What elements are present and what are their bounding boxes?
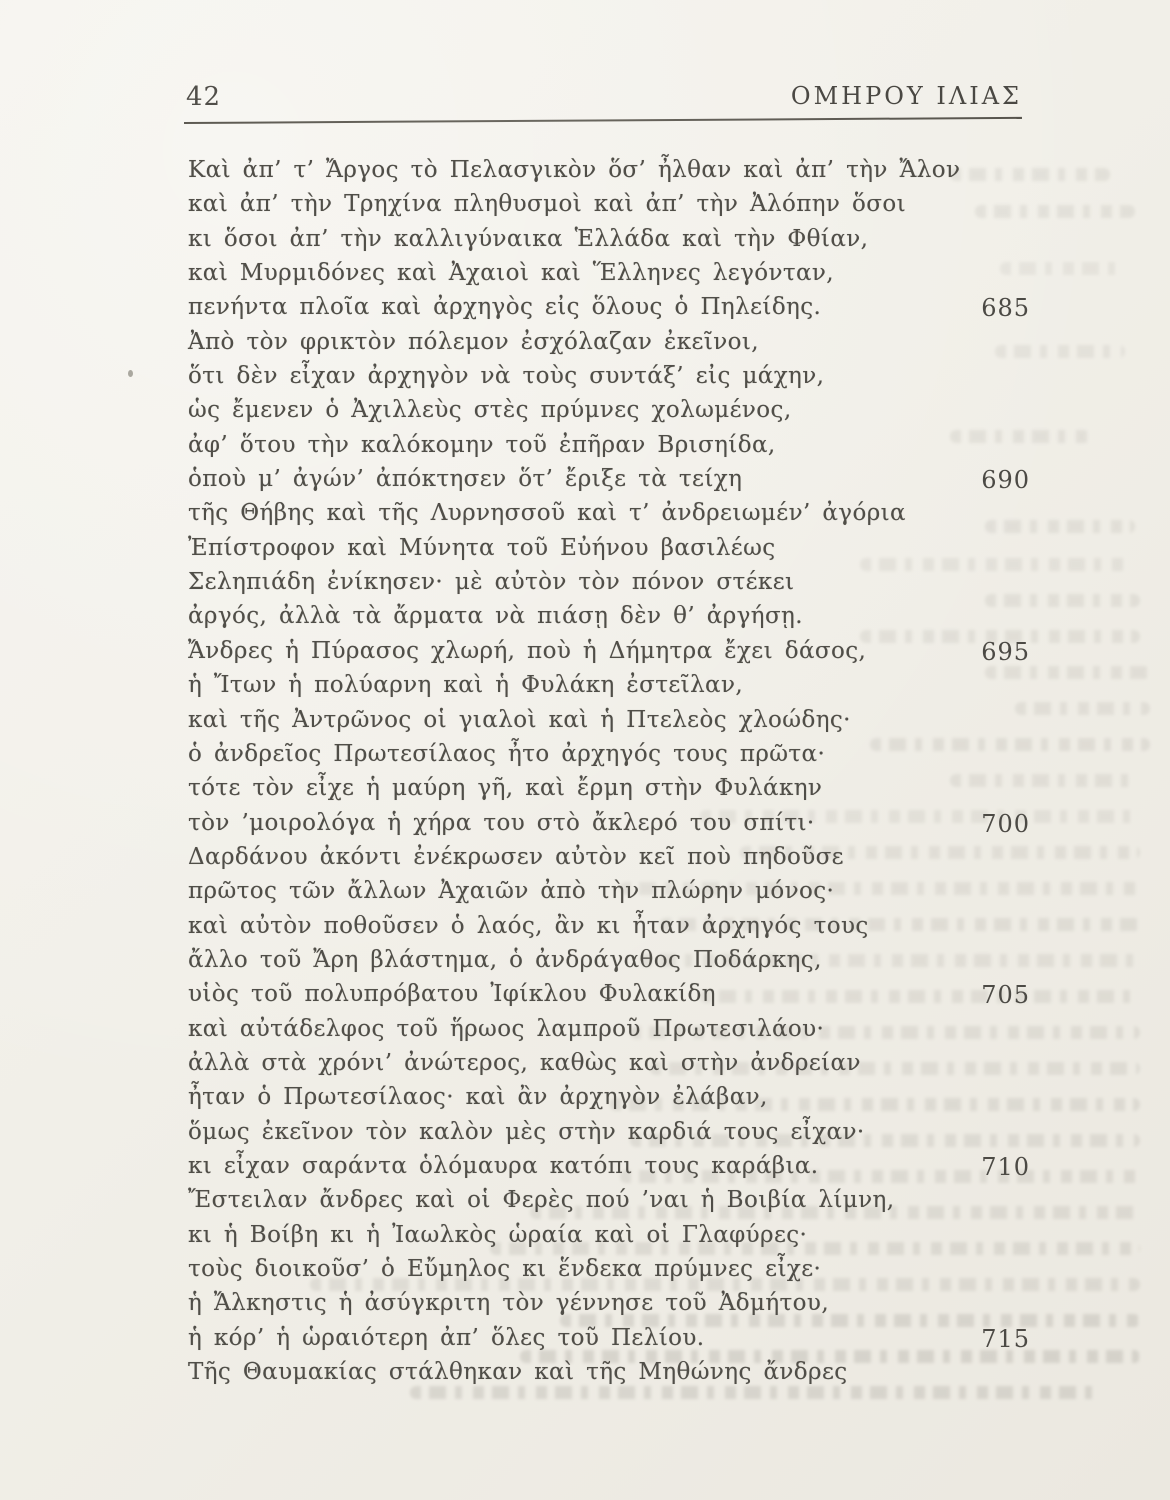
verse-line — [188, 638, 1030, 672]
verse-text: Δαρδάνου ἀκόντι ἐνέκρωσεν αὐτὸν κεῖ ποὺ πηδοῦσε — [188, 843, 844, 870]
verse-text: πρῶτος τῶν ἄλλων Ἀχαιῶν ἀπὸ τὴν πλώρην μόνος· — [188, 878, 835, 905]
verse-text: τότε τὸν εἶχε ἡ μαύρη γῆ, καὶ ἔρμη στὴν Φυλάκην — [188, 775, 823, 802]
verse-line — [188, 191, 1030, 225]
verse-line — [188, 913, 1030, 947]
verse-text: ἀλλὰ στὰ χρόνι’ ἀνώτερος, καθὼς καὶ στὴν ἀνδρείαν — [188, 1049, 861, 1076]
verse-line — [188, 569, 1030, 603]
verse-line-number: 700 — [981, 809, 1030, 838]
verse-line — [188, 1050, 1030, 1084]
verse-line — [188, 466, 1030, 500]
verse-text: ἀφ’ ὅτου τὴν καλόκομην τοῦ ἐπῆραν Βρισηίδα, — [188, 431, 776, 458]
verse-text: ἡ κόρ’ ἡ ὡραιότερη ἀπ’ ὅλες τοῦ Πελίου. — [188, 1324, 705, 1351]
verse-line — [188, 1256, 1030, 1290]
verse-text: ἄλλο τοῦ Ἄρη βλάστημα, ὁ ἀνδράγαθος Ποδάρκης, — [188, 946, 822, 973]
verse-line — [188, 1222, 1030, 1256]
verse-text: κι ὅσοι ἀπ’ τὴν καλλιγύναικα Ἑλλάδα καὶ τὴν Φθίαν, — [188, 225, 869, 252]
verse-line — [188, 157, 1030, 191]
verse-text: ὁ ἀνδρεῖος Πρωτεσίλαος ἦτο ἀρχηγός τους πρῶτα· — [188, 740, 826, 767]
verse-text: καὶ Μυρμιδόνες καὶ Ἀχαιοὶ καὶ Ἕλληνες λεγόνταν, — [188, 260, 835, 287]
verse-line — [188, 260, 1030, 294]
verse-text: ὅμως ἐκεῖνον τὸν καλὸν μὲς στὴν καρδιά τους εἶχαν· — [188, 1118, 865, 1145]
verse-text: κι εἶχαν σαράντα ὁλόμαυρα κατόπι τους καράβια. — [188, 1152, 819, 1179]
verse-text: Τῆς Θαυμακίας στάλθηκαν καὶ τῆς Μηθώνης ἄνδρες — [188, 1359, 848, 1386]
verse-line — [188, 432, 1030, 466]
verse-text: Καὶ ἀπ’ τ’ Ἄργος τὸ Πελασγικὸν ὅσ’ ἦλθαν καὶ ἀπ’ τὴν Ἄλον — [188, 157, 961, 183]
verse-text: τὸν ’μοιρολόγα ἡ χήρα του στὸ ἄκλερό του σπίτι· — [188, 809, 815, 836]
verse-text: τῆς Θήβης καὶ τῆς Λυρνησσοῦ καὶ τ’ ἀνδρειωμέν’ ἀγόρια — [188, 500, 906, 527]
verse-line — [188, 535, 1030, 569]
verse-text: ὡς ἔμενεν ὁ Ἀχιλλεὺς στὲς πρύμνες χολωμένος, — [188, 397, 792, 424]
verse-text: ὅτι δὲν εἶχαν ἀρχηγὸν νὰ τοὺς συντάξ’ εἰς μάχην, — [188, 363, 825, 390]
verse-line — [188, 500, 1030, 534]
verse-line — [188, 878, 1030, 912]
verse-line — [188, 1153, 1030, 1187]
verse-line — [188, 1119, 1030, 1153]
verse-text: ἦταν ὁ Πρωτεσίλαος· καὶ ἂν ἀρχηγὸν ἐλάβαν, — [188, 1084, 768, 1111]
verse-text: καὶ ἀπ’ τὴν Τρηχίνα πληθυσμοὶ καὶ ἀπ’ τὴν Ἀλόπην ὅσοι — [188, 191, 906, 218]
verse-line — [188, 1325, 1030, 1359]
verse-line — [188, 1016, 1030, 1050]
verse-line — [188, 707, 1030, 741]
verse-line-number: 705 — [981, 981, 1030, 1010]
verse-text: υἱὸς τοῦ πολυπρόβατου Ἰφίκλου Φυλακίδη — [188, 981, 716, 1008]
verse-line — [188, 775, 1030, 809]
verse-text: τοὺς διοικοῦσ’ ὁ Εὔμηλος κι ἕνδεκα πρύμνες εἶχε· — [188, 1256, 822, 1282]
verse-text: ἡ Ἄλκηστις ἡ ἀσύγκριτη τὸν γέννησε τοῦ Ἀδμήτου, — [188, 1290, 830, 1317]
verse-text: καὶ τῆς Ἀντρῶνος οἱ γιαλοὶ καὶ ἡ Πτελεὸς χλοώδης· — [188, 706, 851, 733]
verse-line — [188, 844, 1030, 878]
verse-text: πενήντα πλοῖα καὶ ἀρχηγὸς εἰς ὅλους ὁ Πηλείδης. — [188, 294, 822, 321]
verse-text: καὶ αὐτὸν ποθοῦσεν ὁ λαός, ἂν κι ἦταν ἀρχηγός τους — [188, 912, 869, 939]
verse-line — [188, 1290, 1030, 1324]
page-number: 42 — [186, 82, 222, 112]
verse-text: καὶ αὐτάδελφος τοῦ ἥρωος λαμπροῦ Πρωτεσιλάου· — [188, 1015, 825, 1042]
poem-text-block — [188, 157, 1030, 1393]
header-rule — [184, 117, 1022, 124]
verse-text: κι ἡ Βοίβη κι ἡ Ἰαωλκὸς ὡραία καὶ οἱ Γλαφύρες· — [188, 1221, 808, 1248]
paper-speck — [128, 370, 133, 377]
running-header-title: ΟΜΗΡΟΥ ΙΛΙΑΣ — [790, 82, 1022, 110]
verse-line — [188, 1084, 1030, 1118]
verse-text: ἡ Ἴτων ἡ πολύαρνη καὶ ἡ Φυλάκη ἐστεῖλαν, — [188, 672, 744, 699]
verse-text: Σεληπιάδη ἐνίκησεν· μὲ αὐτὸν τὸν πόνον στέκει — [188, 569, 795, 596]
verse-line — [188, 294, 1030, 328]
verse-line — [188, 672, 1030, 706]
verse-line-number: 695 — [981, 637, 1030, 666]
verse-text: ἀργός, ἀλλὰ τὰ ἄρματα νὰ πιάσῃ δὲν θ’ ἀργήσῃ. — [188, 603, 803, 630]
verse-line — [188, 741, 1030, 775]
verse-line-number: 715 — [981, 1324, 1030, 1353]
verse-line — [188, 947, 1030, 981]
verse-text: Ἐπίστροφον καὶ Μύνητα τοῦ Εὐήνου βασιλέως — [188, 534, 776, 561]
verse-line — [188, 329, 1030, 363]
verse-line-number: 710 — [981, 1152, 1030, 1181]
verse-line — [188, 810, 1030, 844]
verse-line-number: 690 — [981, 466, 1030, 495]
verse-line — [188, 981, 1030, 1015]
verse-line — [188, 397, 1030, 431]
verse-line — [188, 226, 1030, 260]
verse-line — [188, 1359, 1030, 1393]
verse-line-number: 685 — [981, 294, 1030, 323]
verse-line — [188, 603, 1030, 637]
verse-text: Ἔστειλαν ἄνδρες καὶ οἱ Φερὲς πού ’ναι ἡ Βοιβία λίμνη, — [188, 1187, 895, 1214]
verse-text: ὁποὺ μ’ ἀγών’ ἀπόκτησεν ὅτ’ ἔριξε τὰ τείχη — [188, 466, 743, 493]
verse-line — [188, 1187, 1030, 1221]
verse-text: Ἀπὸ τὸν φρικτὸν πόλεμον ἐσχόλαζαν ἐκεῖνοι, — [188, 328, 760, 355]
verse-line — [188, 363, 1030, 397]
verse-text: Ἄνδρες ἡ Πύρασος χλωρή, ποὺ ἡ Δήμητρα ἔχει δάσος, — [188, 637, 867, 664]
